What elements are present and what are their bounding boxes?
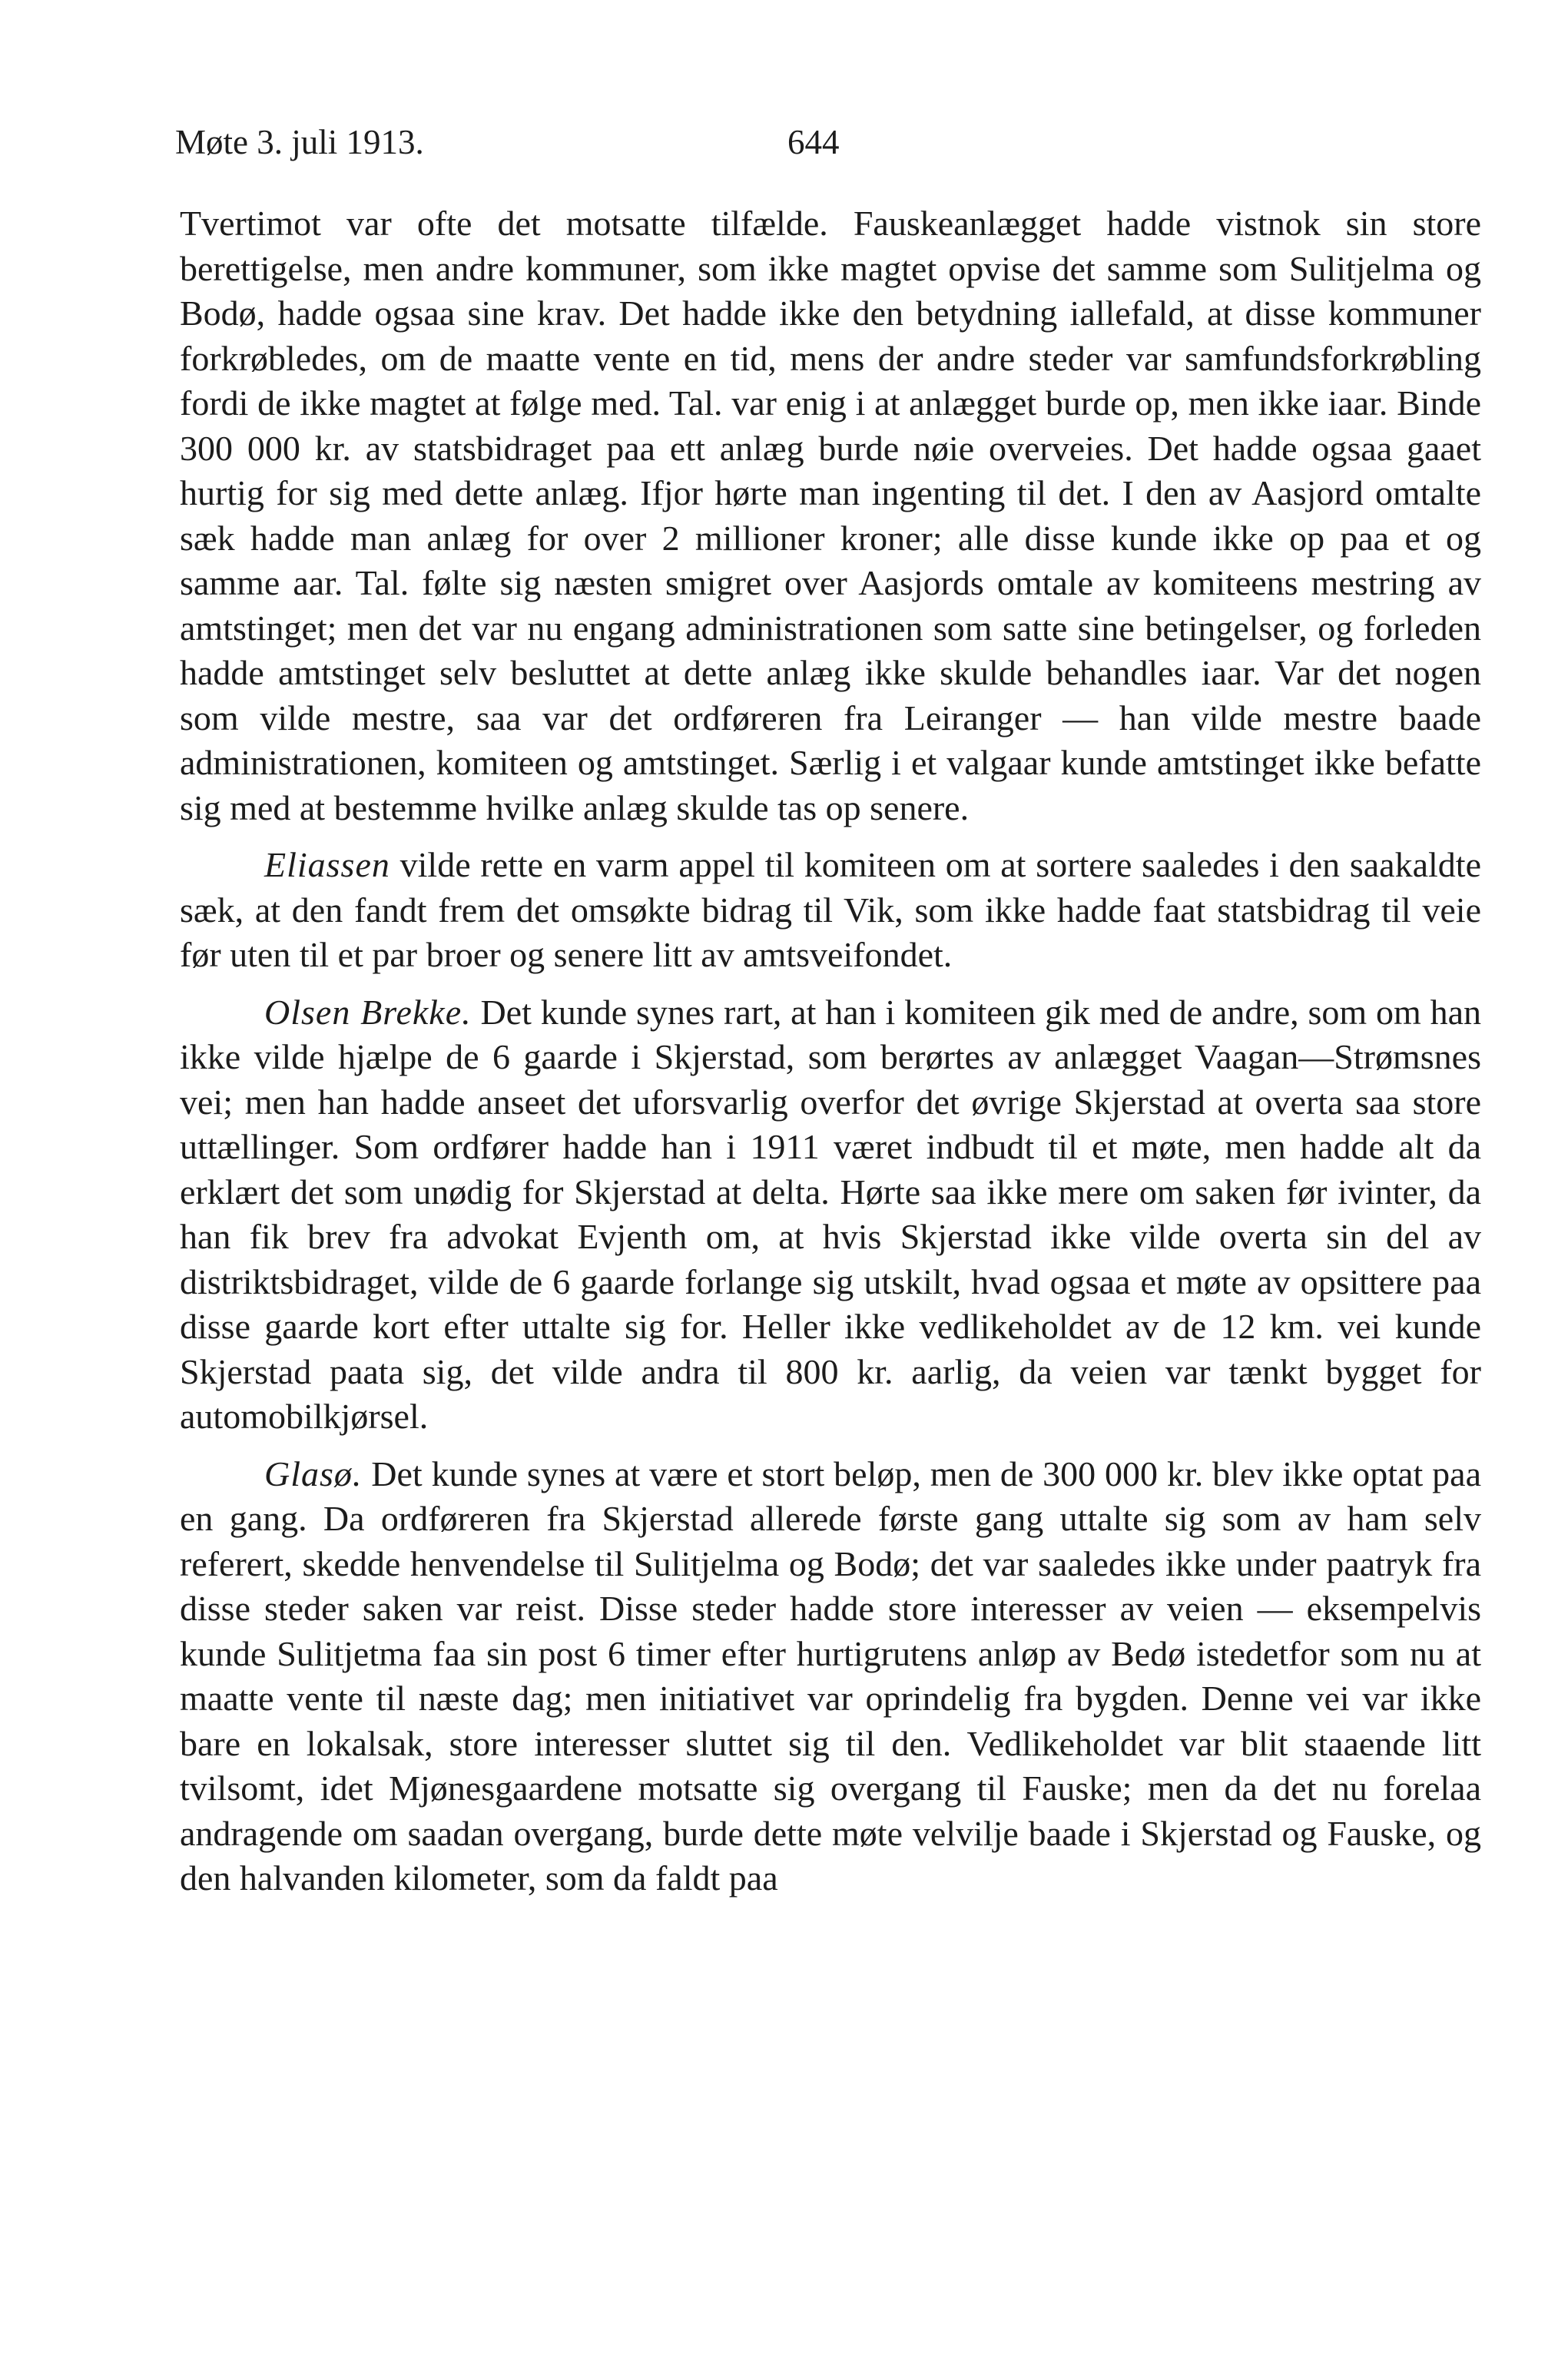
speaker-name: Olsen Brekke.	[264, 992, 472, 1032]
paragraph-text: Tvertimot var ofte det motsatte tilfælde. Fauskeanlægget hadde vistnok sin store berettigelse, men andre kommuner, som ikke magtet opvise det samme som Sulitjelma og Bodø, hadde ogsaa sine krav. Det hadde ikke den betydning iallefald, at disse kommuner forkrøbledes, om de maatte vente en tid, mens der andre steder var samfundsforkrøbling fordi de ikke magtet at følge med. Tal. var enig i at anlægget burde op, men ikke iaar. Binde 300 000 kr. av statsbidraget paa ett anlæg burde nøie overveies. Det hadde ogsaa gaaet hurtig for sig med dette anlæg. Ifjor hørte man ingenting til det. I den av Aasjord omtalte sæk hadde man anlæg for over 2 millioner kroner; alle disse kunde ikke op paa et og samme aar. Tal. følte sig næsten smigret over Aasjords omtale av komiteens mestring av amtstinget; men det var nu engang administrationen som satte sine betingelser, og forleden hadde amtstinget selv besluttet at dette anlæg ikke skulde behandles iaar. Var det nogen som vilde mestre, saa var det ordføreren fra Leiranger — han vilde mestre baade administrationen, komiteen og amtstinget. Særlig i et valgaar kunde amtstinget ikke befatte sig med at bestemme hvilke anlæg skulde tas op senere.	[180, 204, 1481, 827]
paragraph-text: Det kunde synes at være et stort beløp, men de 300 000 kr. blev ikke optat paa en gang. Da ordføreren fra Skjerstad allerede første gang uttalte sig som av ham selv referert, skedde henvendelse til Sulitjelma og Bodø; det var saaledes ikke under paatryk fra disse steder saken var reist. Disse steder hadde store interesser av veien — eksempelvis kunde Sulitjetma faa sin post 6 timer efter hurtigrutens anløp av Bedø istedetfor som nu at maatte vente til næste dag; men initiativet var oprindelig fra bygden. Denne vei var ikke bare en lokalsak, store interesser sluttet sig til den. Vedlikeholdet var blit staaende litt tvilsomt, idet Mjønesgaardene motsatte sig overgang til Fauske; men da det nu forelaa andragende om saadan overgang, burde dette møte velvilje baade i Skjerstad og Fauske, og den halvanden kilometer, som da faldt paa	[180, 1453, 1481, 1898]
speaker-name: Eliassen	[264, 845, 390, 884]
body-text	[180, 201, 1481, 1901]
paragraph-text: vilde rette en varm appel til komiteen om at sortere saaledes i den saakaldte sæk, at den fandt frem det omsøkte bidrag til Vik, som ikke hadde faat statsbidrag til veie før uten til et par broer og senere litt av amtsveifondet.	[180, 845, 1481, 974]
paragraph	[180, 843, 1481, 978]
meeting-date: Møte 3. juli 1913.	[175, 123, 424, 161]
paragraph-text: Det kunde synes rart, at han i komiteen gik med de andre, som om han ikke vilde hjælpe de 6 gaarde i Skjerstad, som berørtes av anlægget Vaagan—Strømsnes vei; men han hadde anseet det uforsvarlig overfor det øvrige Skjerstad at overta saa store uttællinger. Som ordfører hadde han i 1911 været indbudt til et møte, men hadde alt da erklært det som unødig for Skjerstad at delta. Hørte saa ikke mere om saken før ivinter, da han fik brev fra advokat Evjenth om, at hvis Skjerstad ikke vilde overta sin del av distriktsbidraget, vilde de 6 gaarde forlange sig utskilt, hvad ogsaa et møte av opsittere paa disse gaarde kort efter uttalte sig for. Heller ikke vedlikeholdet av de 12 km. vei kunde Skjerstad paata sig, det vilde andra til 800 kr. aarlig, da veien var tænkt bygget for automobilkjørsel.	[180, 992, 1482, 1436]
speaker-name: Glasø.	[264, 1453, 363, 1493]
paragraph	[180, 990, 1481, 1440]
page-number: 644	[787, 123, 840, 161]
paragraph	[180, 1452, 1481, 1901]
running-header	[175, 119, 1481, 165]
paragraph	[180, 201, 1481, 830]
